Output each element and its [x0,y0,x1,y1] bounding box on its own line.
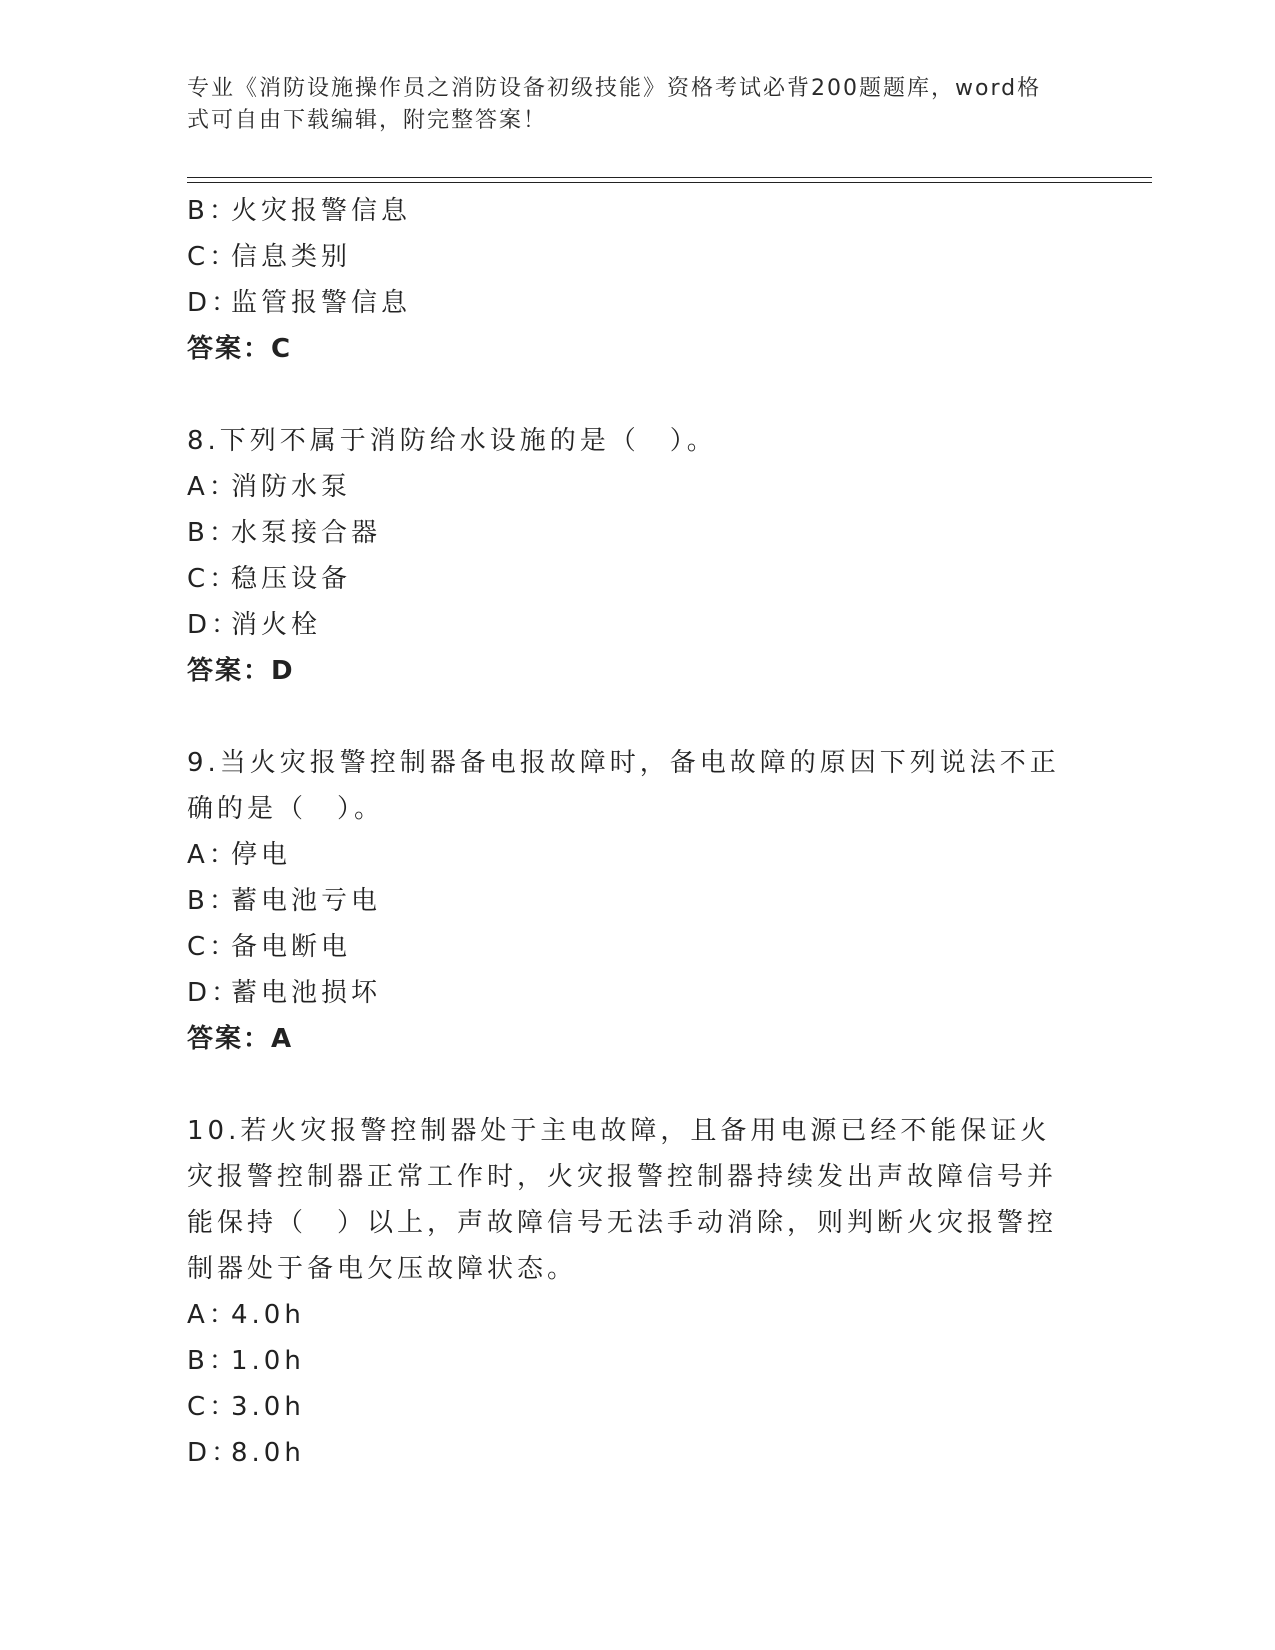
option-c: C：备电断电 [187,932,352,962]
header-divider-bottom [187,182,1152,183]
option-c: C：稳压设备 [187,564,352,594]
question-text: 9.当火灾报警控制器备电报故障时，备电故障的原因下列说法不正确的是（ ）。 [187,748,1060,824]
answer-line: 答案：A [187,1024,294,1054]
option-d: D：8.0h [187,1438,305,1468]
option-b: B：水泵接合器 [187,518,382,548]
option-c: C：3.0h [187,1392,305,1422]
header-line-1: 专业《消防设施操作员之消防设备初级技能》资格考试必背200题题库，word格 [187,76,1042,101]
option-a: A：停电 [187,840,292,870]
option-c: C：信息类别 [187,242,352,272]
option-a: A：消防水泵 [187,472,352,502]
header-divider-top [187,177,1152,178]
option-d: D：监管报警信息 [187,288,412,318]
question-7-block [187,188,1087,372]
document-header [187,73,1067,137]
option-a: A：4.0h [187,1300,305,1330]
spacer [187,694,1087,740]
answer-line: 答案：C [187,334,293,364]
option-d: D：蓄电池损坏 [187,978,382,1008]
document-body [187,188,1087,1476]
header-line-2: 式可自由下载编辑，附完整答案！ [187,108,548,133]
question-text: 10.若火灾报警控制器处于主电故障，且备用电源已经不能保证火灾报警控制器正常工作时，火灾报警控制器持续发出声故障信号并能保持（ ）以上，声故障信号无法手动消除，则判断火灾报警控制器处于备电欠压故障状态。 [187,1116,1058,1284]
question-8-block [187,418,1087,694]
option-b: B：蓄电池亏电 [187,886,382,916]
option-b: B：1.0h [187,1346,305,1376]
question-10-block [187,1108,1087,1476]
option-b: B：火灾报警信息 [187,196,412,226]
question-9-block [187,740,1087,1062]
question-text: 8.下列不属于消防给水设施的是（ ）。 [187,426,717,456]
spacer [187,372,1087,418]
option-d: D：消火栓 [187,610,322,640]
spacer [187,1062,1087,1108]
answer-line: 答案：D [187,656,295,686]
